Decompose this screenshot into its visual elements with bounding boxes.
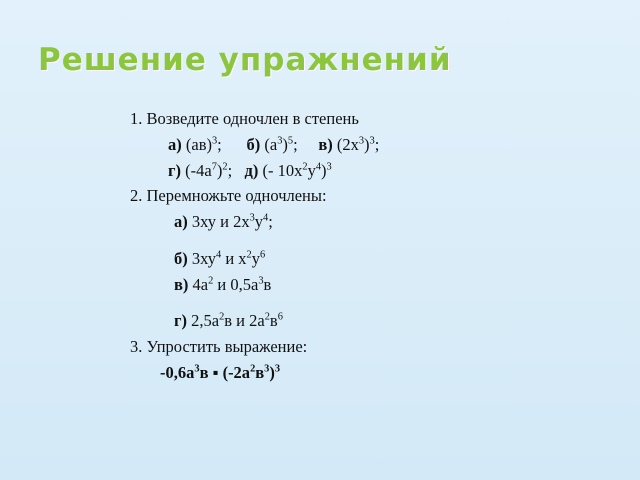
page-title: Решение упражнений [38,42,452,78]
task-1-heading [130,108,600,130]
task-1-row-2: г) $(-4а^7)^2$; д) (- $10х^2у^4)^3$ [168,160,332,180]
task-3-heading-text: 3. Упростить выражение: [130,337,308,357]
task-3-row-1: $-0,6а^3в$ ▪ $(-2а^2в^3)^3$ [160,362,281,382]
spacer-1 [130,237,600,248]
task-2-row-g: г) $2,5а^2в$ и $2а^2в^6$ [174,311,283,331]
task-2-row-a: а) 3ху и $2х^3у^4$; [174,212,273,232]
task-2-row-v: в) $4а^2$ и $0,5а^3в$ [174,274,272,294]
task-3-heading [130,336,600,358]
task-2-heading [130,185,600,207]
task-2-heading-text: 2. Перемножьте одночлены: [130,186,327,206]
exercise-list [130,108,600,388]
task-1-row-1: а) (ав)$^3$; б) $(а^3)^5$; в) $(2х^3)^3$; [168,134,380,154]
task-2-row-b: б) $3ху^4$ и $х^2у^6$ [174,248,266,268]
task-1-heading-text: 1. Возведите одночлен в степень [130,109,359,128]
spacer-2 [130,299,600,310]
